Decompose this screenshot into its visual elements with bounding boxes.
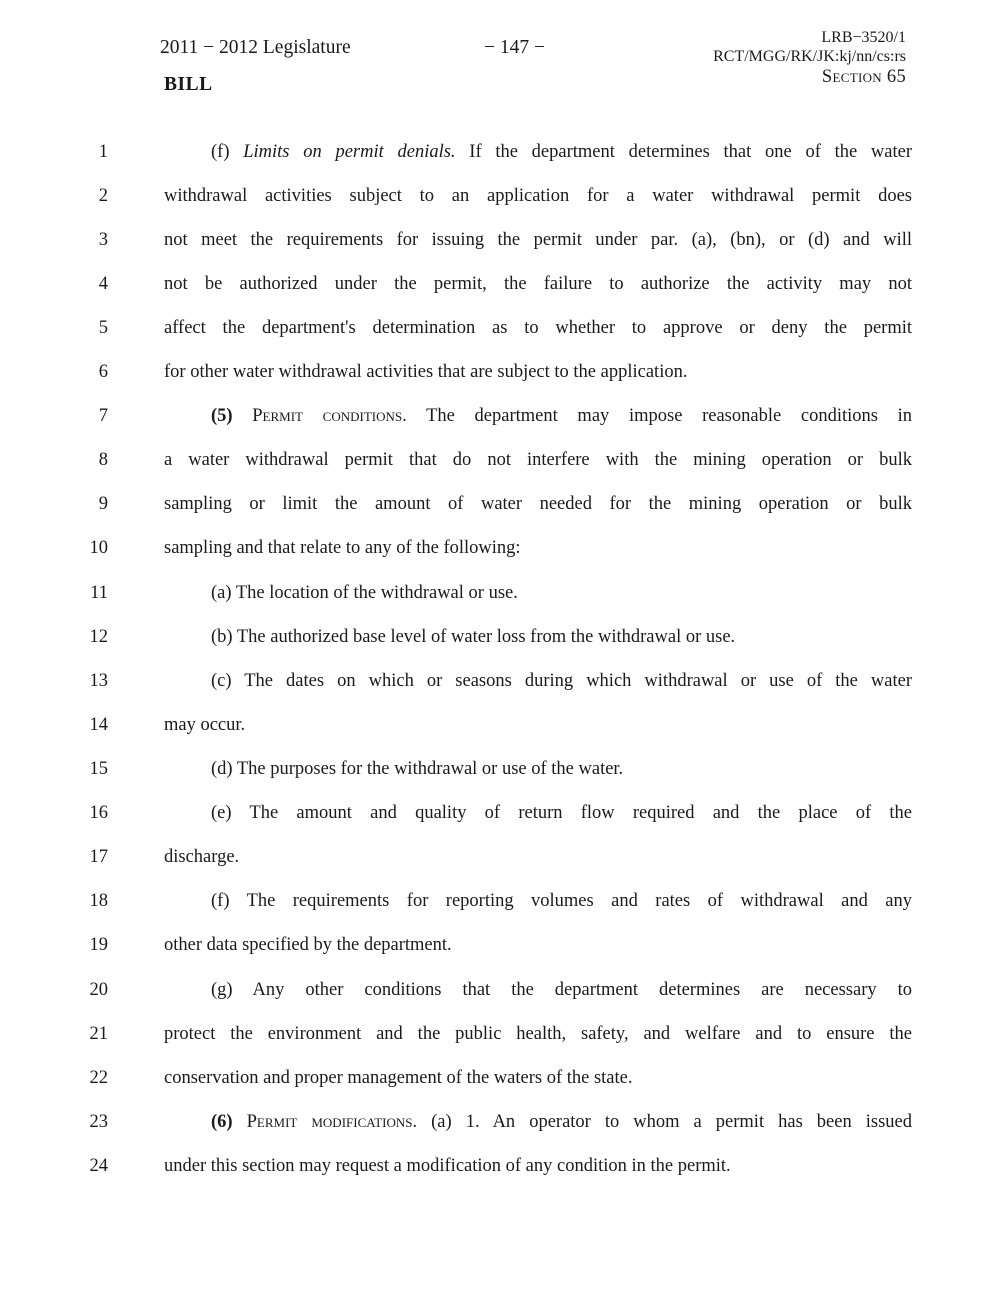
- line-text: for other water withdrawal activities that are subject to the application.: [164, 362, 688, 382]
- bill-line: [0, 313, 1000, 343]
- line-number: 5: [98, 318, 108, 338]
- page-number: − 147 −: [484, 37, 545, 58]
- bill-line: [0, 445, 1000, 475]
- line-number: 14: [89, 715, 108, 735]
- line-number: 10: [89, 538, 108, 558]
- bill-line: [0, 842, 1000, 872]
- line-number: 16: [89, 803, 108, 823]
- line-number: 12: [89, 627, 108, 647]
- legislature-heading: 2011 − 2012 Legislature: [160, 37, 351, 58]
- line-text: (g) Any other conditions that the department determines are necessary to: [211, 980, 912, 1000]
- line-number: 6: [98, 362, 108, 382]
- line-text: not be authorized under the permit, the failure to authorize the activity may not: [164, 274, 912, 294]
- line-number: 1: [98, 142, 108, 162]
- subsection-heading: Limits on permit denials.: [243, 142, 456, 162]
- bill-line: [0, 489, 1000, 519]
- line-number: 13: [89, 671, 108, 691]
- line-text: sampling or limit the amount of water needed for the mining operation or bulk: [164, 494, 912, 514]
- bill-line: [0, 886, 1000, 916]
- line-number: 9: [98, 494, 108, 514]
- bill-line: [0, 357, 1000, 387]
- line-text: affect the department's determination as to whether to approve or deny the permit: [164, 318, 912, 338]
- bill-line: [0, 754, 1000, 784]
- bill-line: [0, 1019, 1000, 1049]
- bill-line: [0, 710, 1000, 740]
- line-text: (c) The dates on which or seasons during which withdrawal or use of the water: [211, 671, 912, 691]
- line-number: 18: [89, 891, 108, 911]
- subsection-heading: Permit modifications.: [246, 1112, 418, 1132]
- line-number: 2: [98, 186, 108, 206]
- bill-line: [0, 578, 1000, 608]
- bill-line: [0, 137, 1000, 167]
- bill-line: [0, 181, 1000, 211]
- line-text: not meet the requirements for issuing the permit under par. (a), (bn), or (d) and will: [164, 230, 912, 250]
- subsection-heading: Permit conditions.: [252, 406, 407, 426]
- line-text: conservation and proper management of the waters of the state.: [164, 1068, 633, 1088]
- line-text: discharge.: [164, 847, 240, 867]
- line-text: a water withdrawal permit that do not interfere with the mining operation or bulk: [164, 450, 912, 470]
- line-number: 21: [89, 1024, 108, 1044]
- line-text: withdrawal activities subject to an application for a water withdrawal permit does: [164, 186, 912, 206]
- bill-line: [0, 1151, 1000, 1181]
- line-text: (b) The authorized base level of water loss from the withdrawal or use.: [211, 627, 736, 647]
- line-number: 22: [89, 1068, 108, 1088]
- line-text: may occur.: [164, 715, 246, 735]
- line-text: (f) Limits on permit denials. If the department determines that one of the water: [211, 142, 912, 162]
- line-number: 4: [98, 274, 108, 294]
- line-number: 3: [98, 230, 108, 250]
- bill-line: [0, 666, 1000, 696]
- bill-line: [0, 975, 1000, 1005]
- line-number: 19: [89, 935, 108, 955]
- line-number: 23: [89, 1112, 108, 1132]
- lrb-number: LRB−3520/1: [821, 29, 906, 46]
- section-label: Section 65: [821, 67, 906, 87]
- line-text: (e) The amount and quality of return flow required and the place of the: [211, 803, 912, 823]
- bill-line: [0, 622, 1000, 652]
- header-reference-block: [713, 30, 906, 87]
- line-number: 15: [89, 759, 108, 779]
- line-number: 20: [89, 980, 108, 1000]
- bill-label: BILL: [164, 74, 213, 95]
- line-text: other data specified by the department.: [164, 935, 452, 955]
- bill-line: [0, 401, 1000, 431]
- line-text: (f) The requirements for reporting volumes and rates of withdrawal and any: [211, 891, 912, 911]
- line-number: 11: [90, 583, 108, 603]
- line-text: (5) Permit conditions. The department may impose reasonable conditions in: [211, 406, 913, 426]
- line-text: (d) The purposes for the withdrawal or use of the water.: [211, 759, 624, 779]
- line-text: sampling and that relate to any of the following:: [164, 538, 521, 558]
- line-number: 8: [98, 450, 108, 470]
- drafter-codes: RCT/MGG/RK/JK:kj/nn/cs:rs: [713, 48, 906, 65]
- bill-line: [0, 1107, 1000, 1137]
- line-number: 7: [98, 406, 108, 426]
- line-text: (6) Permit modifications. (a) 1. An operator to whom a permit has been issued: [211, 1112, 912, 1132]
- bill-line: [0, 225, 1000, 255]
- bill-line: [0, 1063, 1000, 1093]
- bill-line: [0, 533, 1000, 563]
- bill-line: [0, 930, 1000, 960]
- line-text: protect the environment and the public health, safety, and welfare and to ensure the: [164, 1024, 912, 1044]
- line-number: 24: [89, 1156, 108, 1176]
- bill-line: [0, 269, 1000, 299]
- line-text: under this section may request a modification of any condition in the permit.: [164, 1156, 731, 1176]
- bill-line: [0, 798, 1000, 828]
- line-text: (a) The location of the withdrawal or use.: [211, 583, 518, 603]
- line-number: 17: [89, 847, 108, 867]
